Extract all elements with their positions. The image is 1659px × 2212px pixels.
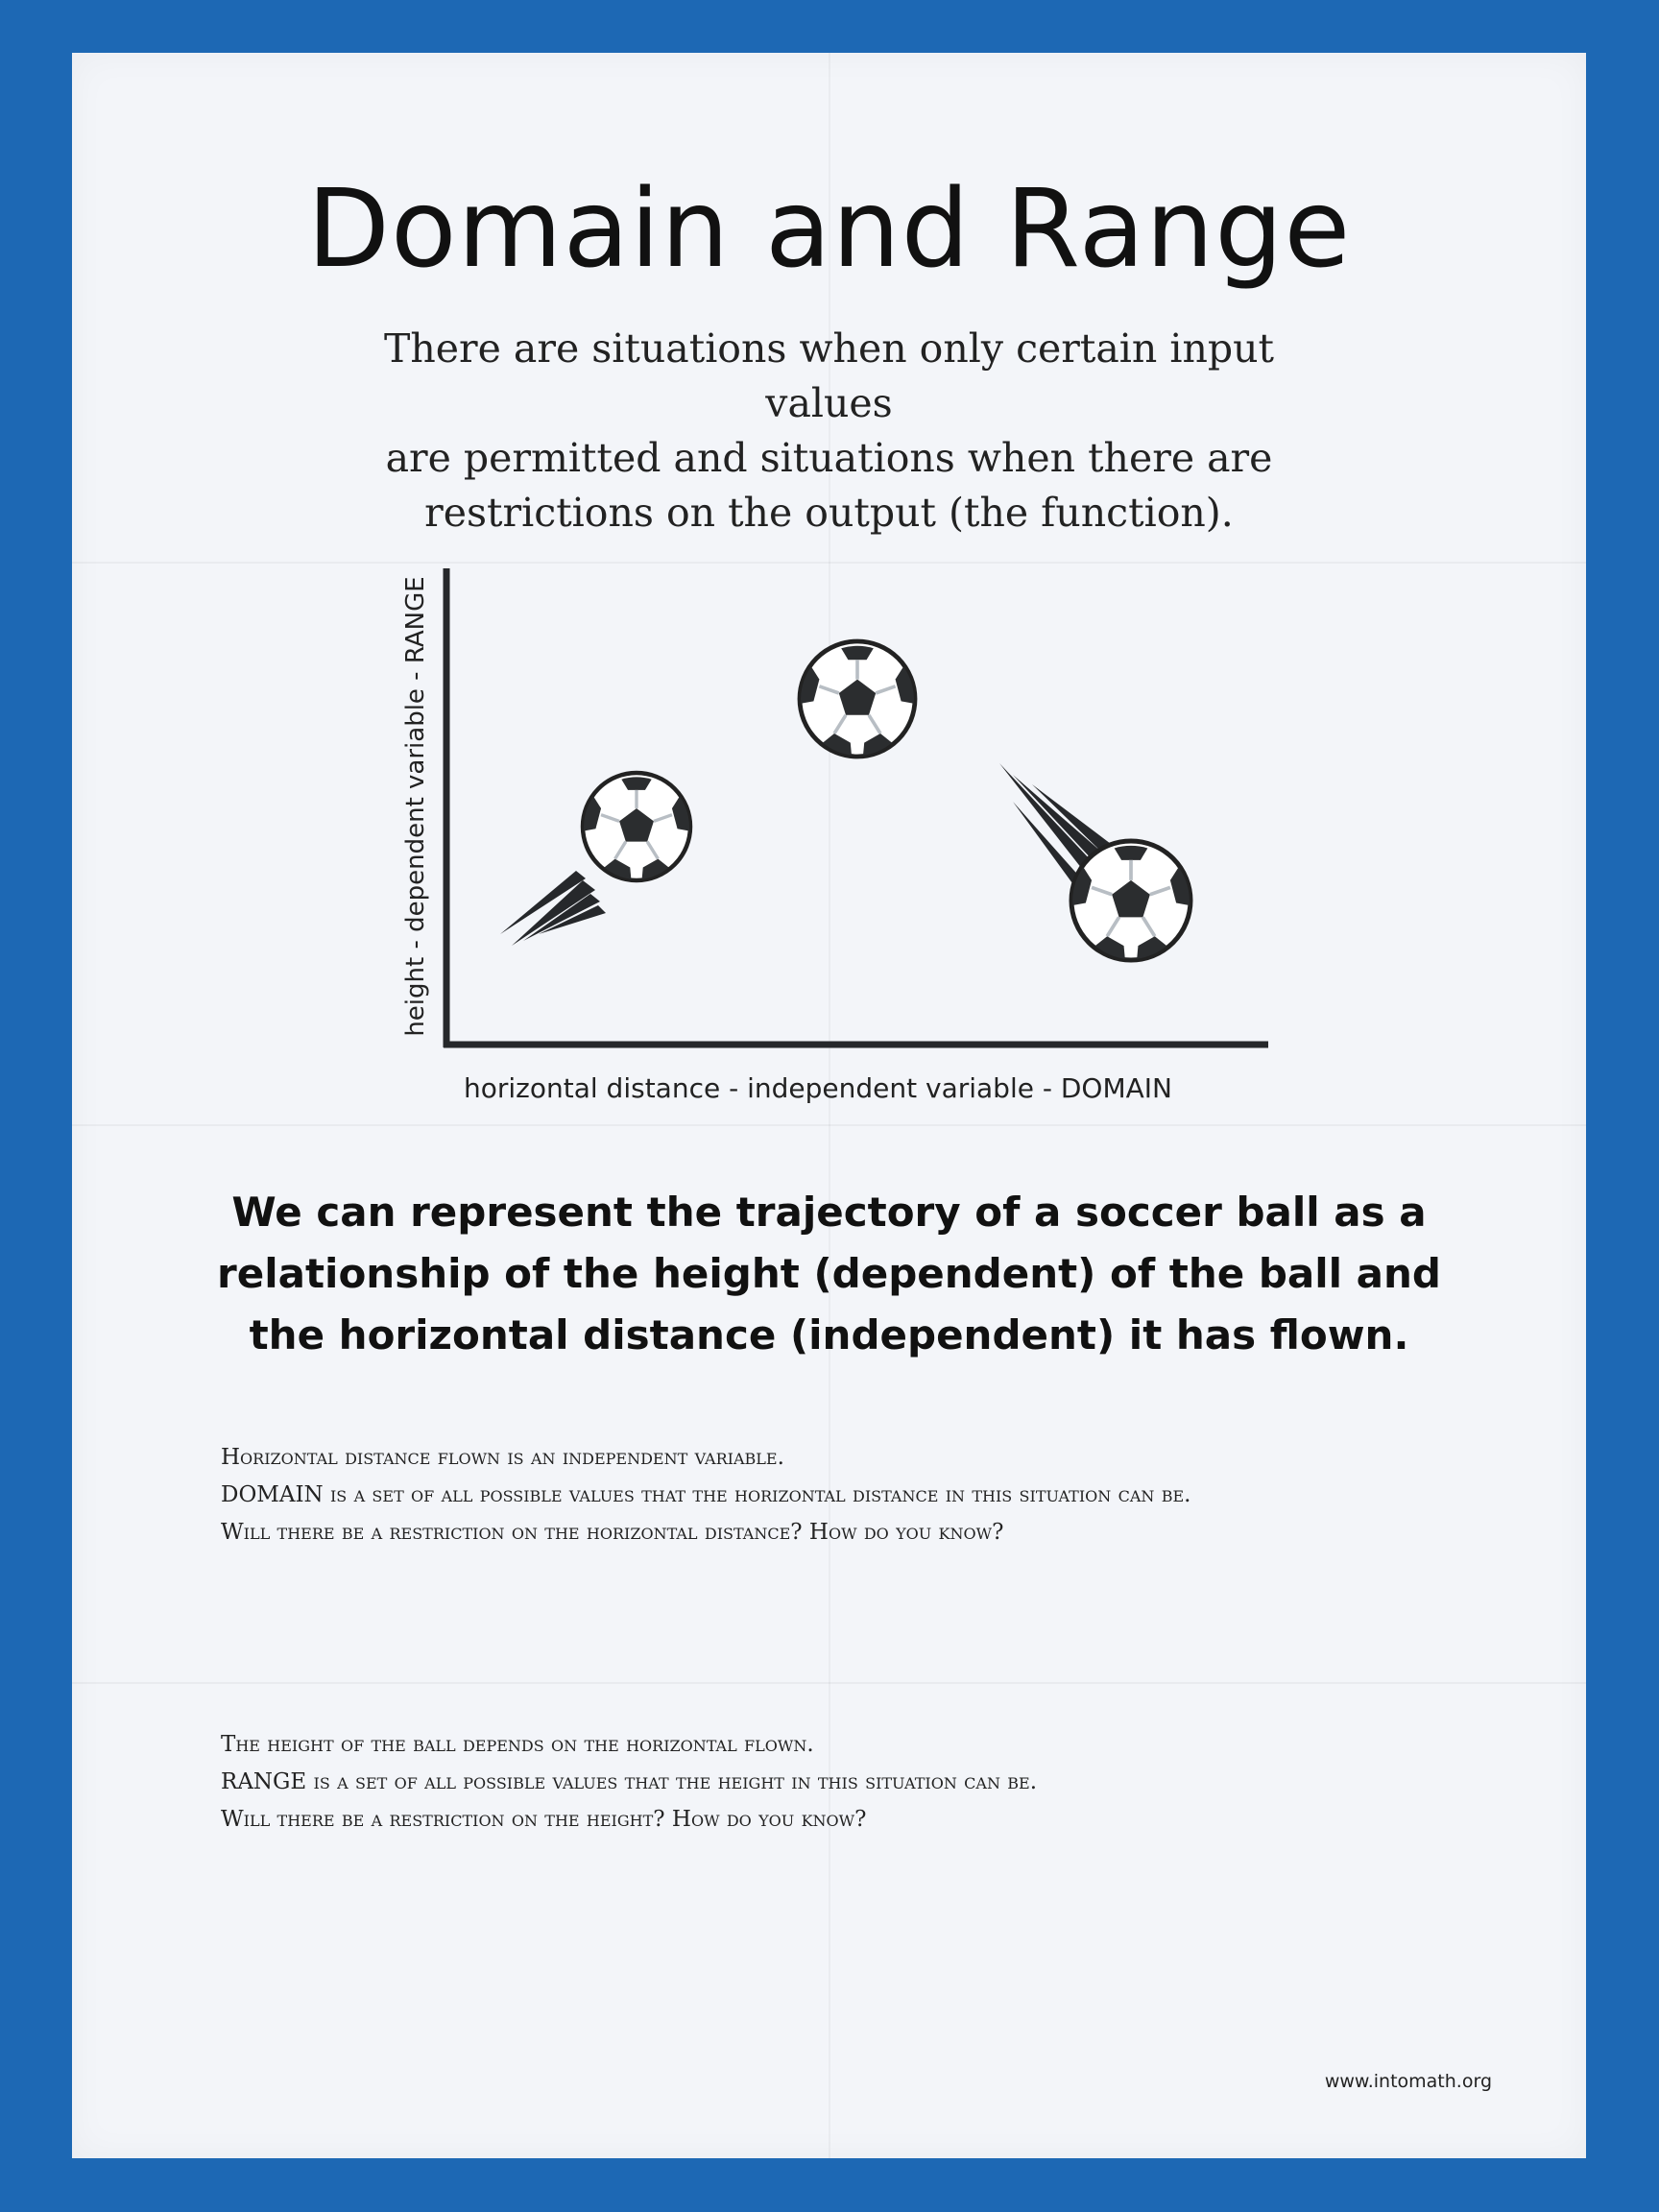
- statement-line: relationship of the height (dependent) of the ball and: [217, 1250, 1441, 1297]
- domain-note-line: Will there be a restriction on the horizontal distance? How do you know?: [221, 1520, 1004, 1545]
- x-axis-label: horizontal distance - independent variable - DOMAIN: [464, 1072, 1172, 1104]
- subtitle-line: are permitted and situations when there are: [385, 435, 1273, 481]
- soccer-ball-falling-icon: [999, 763, 1190, 960]
- statement-line: We can represent the trajectory of a soccer ball as a: [231, 1189, 1427, 1236]
- y-axis-label: height - dependent variable - RANGE: [401, 576, 430, 1037]
- statement-line: the horizontal distance (independent) it has flown.: [249, 1311, 1409, 1358]
- domain-notes: [221, 1439, 1469, 1551]
- domain-note-line: DOMAIN is a set of all possible values that the horizontal distance in this situation can be.: [221, 1482, 1191, 1507]
- domain-note-line: Horizontal distance flown is an independent variable.: [221, 1445, 784, 1470]
- subtitle-line: restrictions on the output (the function).: [424, 490, 1234, 536]
- subtitle-line: There are situations when only certain input values: [383, 325, 1275, 426]
- range-note-line: RANGE is a set of all possible values that the height in this situation can be.: [221, 1769, 1038, 1794]
- key-statement: [216, 1182, 1442, 1366]
- soccer-ball-peak-icon: [800, 641, 915, 757]
- range-notes: [221, 1726, 1469, 1839]
- website-url: www.intomath.org: [1324, 2071, 1492, 2092]
- range-note-line: Will there be a restriction on the height? How do you know?: [221, 1807, 867, 1832]
- soccer-ball-rising-icon: [500, 773, 690, 946]
- poster-title: Domain and Range: [306, 167, 1352, 292]
- trajectory-diagram: [72, 53, 1586, 2158]
- poster-paper: [72, 53, 1586, 2158]
- range-note-line: The height of the ball depends on the horizontal flown.: [221, 1732, 814, 1757]
